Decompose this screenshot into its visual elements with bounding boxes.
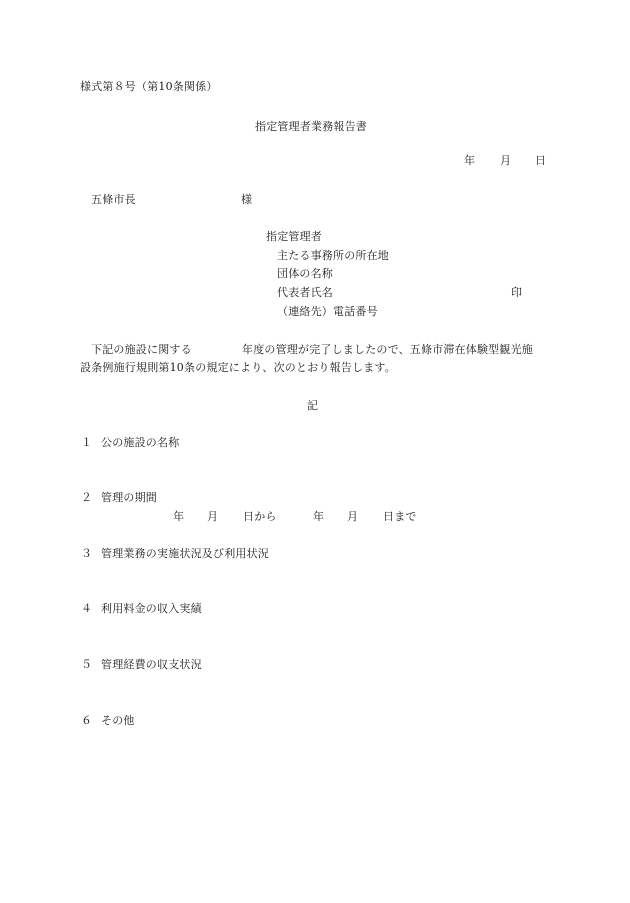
item-number: ３ — [81, 547, 93, 560]
sender-representative-label: 代表者氏名 — [277, 286, 333, 299]
period-to-month: 月 — [347, 510, 359, 523]
item-number: ２ — [81, 491, 93, 504]
addressee-honorific: 様 — [241, 193, 253, 206]
item-label: 利用料金の収入実績 — [101, 602, 202, 615]
item-number: ６ — [81, 714, 93, 727]
item-label: 管理の期間 — [101, 491, 157, 504]
sender-heading: 指定管理者 — [266, 230, 322, 243]
period-from-year: 年 — [173, 510, 185, 523]
addressee-mayor: 五條市長 — [91, 193, 136, 206]
ki-heading: 記 — [307, 399, 319, 412]
sender-org-label: 団体の名称 — [277, 267, 333, 280]
item-number: １ — [81, 436, 93, 449]
document-title: 指定管理者業務報告書 — [255, 120, 367, 133]
item-number: ４ — [81, 602, 93, 615]
period-from-day: 日から — [243, 510, 277, 523]
sender-address-label: 主たる事務所の所在地 — [277, 249, 389, 262]
period-from-month: 月 — [207, 510, 219, 523]
form-number: 様式第８号（第10条関係） — [80, 80, 218, 93]
item-label: 管理業務の実施状況及び利用状況 — [101, 547, 269, 560]
item-number: ５ — [81, 658, 93, 671]
period-to-day: 日まで — [383, 510, 417, 523]
date-day: 日 — [535, 154, 547, 167]
item-label: 公の施設の名称 — [101, 436, 180, 449]
body-part1: 下記の施設に関する — [91, 343, 192, 356]
sender-contact-label: （連絡先）電話番号 — [277, 305, 378, 318]
date-year: 年 — [464, 154, 476, 167]
date-month: 月 — [500, 154, 512, 167]
period-to-year: 年 — [313, 510, 325, 523]
body-line2: 設条例施行規則第10条の規定により、次のとおり報告します。 — [80, 361, 396, 374]
seal-mark: 印 — [511, 286, 523, 299]
item-label: 管理経費の収支状況 — [101, 658, 202, 671]
body-part2: 年度の管理が完了しましたので、五條市滞在体験型観光施 — [242, 343, 533, 356]
item-label: その他 — [101, 714, 135, 727]
